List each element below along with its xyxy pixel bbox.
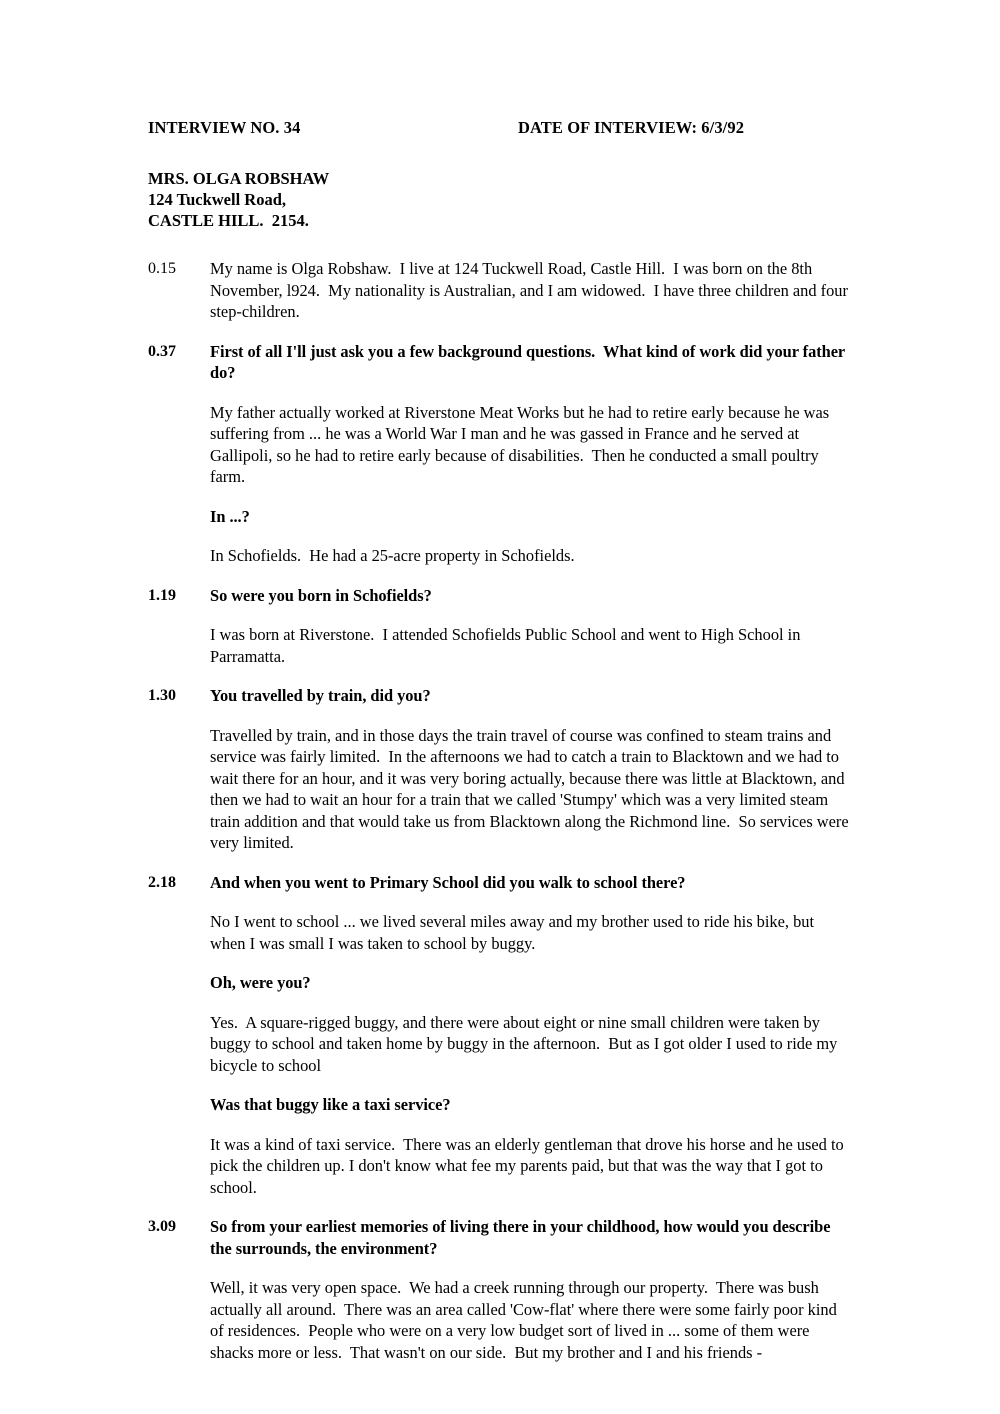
transcript-entry	[148, 1277, 852, 1363]
transcript-entry	[148, 1134, 852, 1199]
transcript-entry	[148, 911, 852, 954]
interviewer-question: So were you born in Schofields?	[210, 585, 432, 605]
interviewee-suburb-postcode: CASTLE HILL. 2154.	[148, 211, 309, 230]
interviewer-question: First of all I'll just ask you a few background questions. What kind of work did your father do?	[210, 341, 849, 382]
transcript-entry	[148, 1216, 852, 1259]
transcript-entry	[148, 872, 852, 894]
transcript-entry	[148, 1094, 852, 1116]
interviewer-question: You travelled by train, did you?	[210, 686, 431, 705]
interviewer-question: Was that buggy like a taxi service?	[210, 1095, 451, 1114]
interviewer-question: Oh, were you?	[210, 973, 311, 992]
interviewee-answer: No I went to school ... we lived several miles away and my brother used to ride his bike, but when I was small I was taken to school by buggy.	[210, 912, 819, 953]
interviewee-answer: My name is Olga Robshaw. I live at 124 Tuckwell Road, Castle Hill. I was born on the 8th November, l924. My nationality is Australian, and I am widowed. I have three children and four step-children.	[210, 259, 853, 321]
transcript-timestamp: 0.37	[148, 342, 176, 360]
document-header	[148, 118, 852, 138]
transcript-body	[148, 258, 852, 1363]
interviewee-address-block	[148, 168, 852, 231]
interviewee-answer: In Schofields. He had a 25-acre property in Schofields.	[210, 546, 575, 565]
transcript-entry	[148, 402, 852, 488]
transcript-entry	[148, 506, 852, 528]
document-content	[148, 118, 852, 1363]
interviewer-question: So from your earliest memories of living there in your childhood, how would you describe the surrounds, the environment?	[210, 1217, 835, 1258]
interviewer-question: In ...?	[210, 506, 250, 526]
transcript-entry	[148, 685, 852, 707]
transcript-timestamp: 3.09	[148, 1218, 176, 1235]
transcript-entry	[148, 972, 852, 994]
transcript-timestamp: 2.18	[148, 873, 176, 891]
transcript-timestamp: 0.15	[148, 260, 176, 277]
transcript-entry	[148, 725, 852, 854]
interviewee-street: 124 Tuckwell Road,	[148, 190, 286, 209]
interviewee-answer: I was born at Riverstone. I attended Schofields Public School and went to High School in Parramatta.	[210, 625, 805, 666]
interview-number: INTERVIEW NO. 34	[148, 118, 301, 137]
interviewee-answer: Yes. A square-rigged buggy, and there were about eight or nine small children were taken by buggy to school and taken home by buggy in the afternoon. But as I got older I used to ride my bicycle to school	[210, 1012, 842, 1075]
interviewee-answer: Well, it was very open space. We had a creek running through our property. There was bush actually all around. There was an area called 'Cow-flat' where there were some fairly poor kind of residences. People who were on a very low budget sort of lived in ... some of them were shacks more or less. That wasn't on our side. But my brother and I and his friends -	[210, 1278, 841, 1362]
interviewee-name: MRS. OLGA ROBSHAW	[148, 169, 330, 188]
interviewer-question: And when you went to Primary School did you walk to school there?	[210, 872, 686, 892]
transcript-entry	[148, 258, 852, 323]
transcript-entry	[148, 624, 852, 667]
transcript-entry	[148, 545, 852, 567]
transcript-entry	[148, 585, 852, 607]
interviewee-answer: Travelled by train, and in those days the train travel of course was confined to steam trains and service was fairly limited. In the afternoons we had to catch a train to Blacktown and we had to wait there for an hour, and it was very boring actually, because there was little at Blacktown, and then we had to wait an hour for a train that we called 'Stumpy' which was a very limited steam train addition and that would take us from Blacktown along the Richmond line. So services were very limited.	[210, 725, 853, 852]
transcript-entry	[148, 1012, 852, 1077]
transcript-entry	[148, 341, 852, 384]
transcript-timestamp: 1.19	[148, 586, 176, 604]
interviewee-answer: My father actually worked at Riverstone Meat Works but he had to retire early because he was suffering from ... he was a World War I man and he was gassed in France and he served at Gallipoli, so he had to retire early because of disabilities. Then he conducted a small poultry farm.	[210, 402, 834, 486]
interview-date: DATE OF INTERVIEW: 6/3/92	[518, 118, 745, 137]
interviewee-answer: It was a kind of taxi service. There was an elderly gentleman that drove his horse and he used to pick the children up. I don't know what fee my parents paid, but that was the way that I got to school.	[210, 1134, 848, 1197]
transcript-timestamp: 1.30	[148, 687, 176, 704]
